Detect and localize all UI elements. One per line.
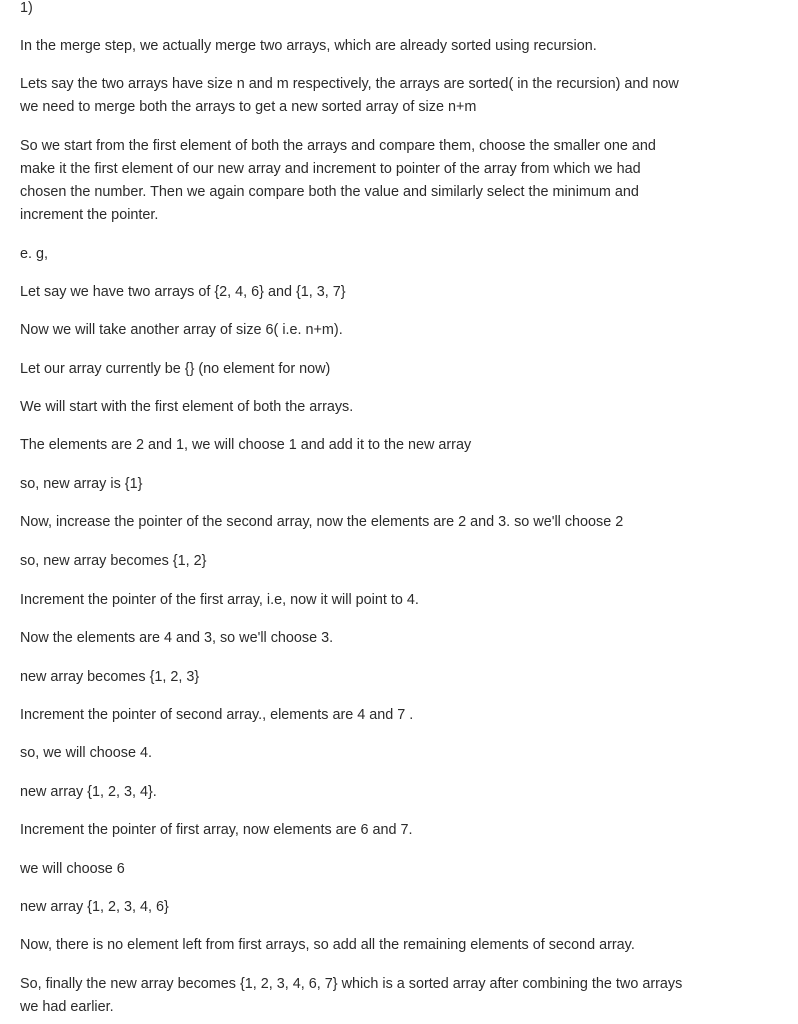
text-line: we will choose 6: [20, 861, 125, 877]
paragraph-result-4: [20, 781, 740, 804]
paragraph-empty-array: [20, 358, 740, 381]
text-line: new array {1, 2, 3, 4, 6}: [20, 899, 169, 915]
paragraph-result-2: [20, 550, 740, 573]
paragraph-merge-intro: [20, 35, 740, 58]
text-line: Lets say the two arrays have size n and m respectively, the arrays are sorted( in the recursion) and now: [20, 76, 679, 92]
question-number: 1): [20, 0, 33, 16]
text-line: So we start from the first element of both the arrays and compare them, choose the smaller one and: [20, 138, 656, 154]
text-line: Increment the pointer of second array., elements are 4 and 7 .: [20, 707, 414, 723]
text-line: new array becomes {1, 2, 3}: [20, 669, 200, 685]
text-line: Let say we have two arrays of {2, 4, 6} and {1, 3, 7}: [20, 284, 346, 300]
text-line: We will start with the first element of both the arrays.: [20, 399, 354, 415]
paragraph-array-sizes: [20, 73, 740, 119]
text-line: e. g,: [20, 246, 49, 262]
text-line: we need to merge both the arrays to get a new sorted array of size n+m: [20, 99, 477, 115]
text-line: Let our array currently be {} (no element for now): [20, 361, 331, 377]
paragraph-step-5: [20, 819, 740, 842]
text-line: So, finally the new array becomes {1, 2, 3, 4, 6, 7} which is a sorted array after combining the two arrays: [20, 976, 683, 992]
text-line: Now, there is no element left from first arrays, so add all the remaining elements of second array.: [20, 937, 635, 953]
paragraph-start: [20, 396, 740, 419]
text-line: In the merge step, we actually merge two arrays, which are already sorted using recursion.: [20, 38, 597, 54]
paragraph-example-label: [20, 243, 740, 266]
paragraph-result-1: [20, 473, 740, 496]
text-line: increment the pointer.: [20, 207, 159, 223]
paragraph-result-3: [20, 666, 740, 689]
paragraph-step-5b: [20, 858, 740, 881]
text-line: so, new array is {1}: [20, 476, 143, 492]
paragraph-step-3b: [20, 627, 740, 650]
text-line: Now, increase the pointer of the second array, now the elements are 2 and 3. so we'll choose 2: [20, 514, 624, 530]
paragraph-result-5: [20, 896, 740, 919]
text-line: new array {1, 2, 3, 4}.: [20, 784, 157, 800]
text-line: Now the elements are 4 and 3, so we'll choose 3.: [20, 630, 334, 646]
text-line: The elements are 2 and 1, we will choose 1 and add it to the new array: [20, 437, 472, 453]
text-line: so, new array becomes {1, 2}: [20, 553, 207, 569]
paragraph-new-array-size: [20, 319, 740, 342]
paragraph-step-2: [20, 511, 740, 534]
paragraph-step-4: [20, 704, 740, 727]
text-line: chosen the number. Then we again compare both the value and similarly select the minimum and: [20, 184, 639, 200]
text-line: so, we will choose 4.: [20, 745, 152, 761]
paragraph-step-1: [20, 434, 740, 457]
paragraph-example-arrays: [20, 281, 740, 304]
paragraph-step-4b: [20, 742, 740, 765]
text-line: Increment the pointer of the first array, i.e, now it will point to 4.: [20, 592, 419, 608]
paragraph-step-3: [20, 589, 740, 612]
text-line: make it the first element of our new array and increment to pointer of the array from which we had: [20, 161, 641, 177]
paragraph-merge-procedure: [20, 135, 740, 227]
paragraph-remaining: [20, 934, 740, 957]
paragraph-conclusion: [20, 973, 740, 1019]
text-line: Increment the pointer of first array, now elements are 6 and 7.: [20, 822, 413, 838]
text-line: Now we will take another array of size 6( i.e. n+m).: [20, 322, 343, 338]
text-line: we had earlier.: [20, 999, 114, 1015]
